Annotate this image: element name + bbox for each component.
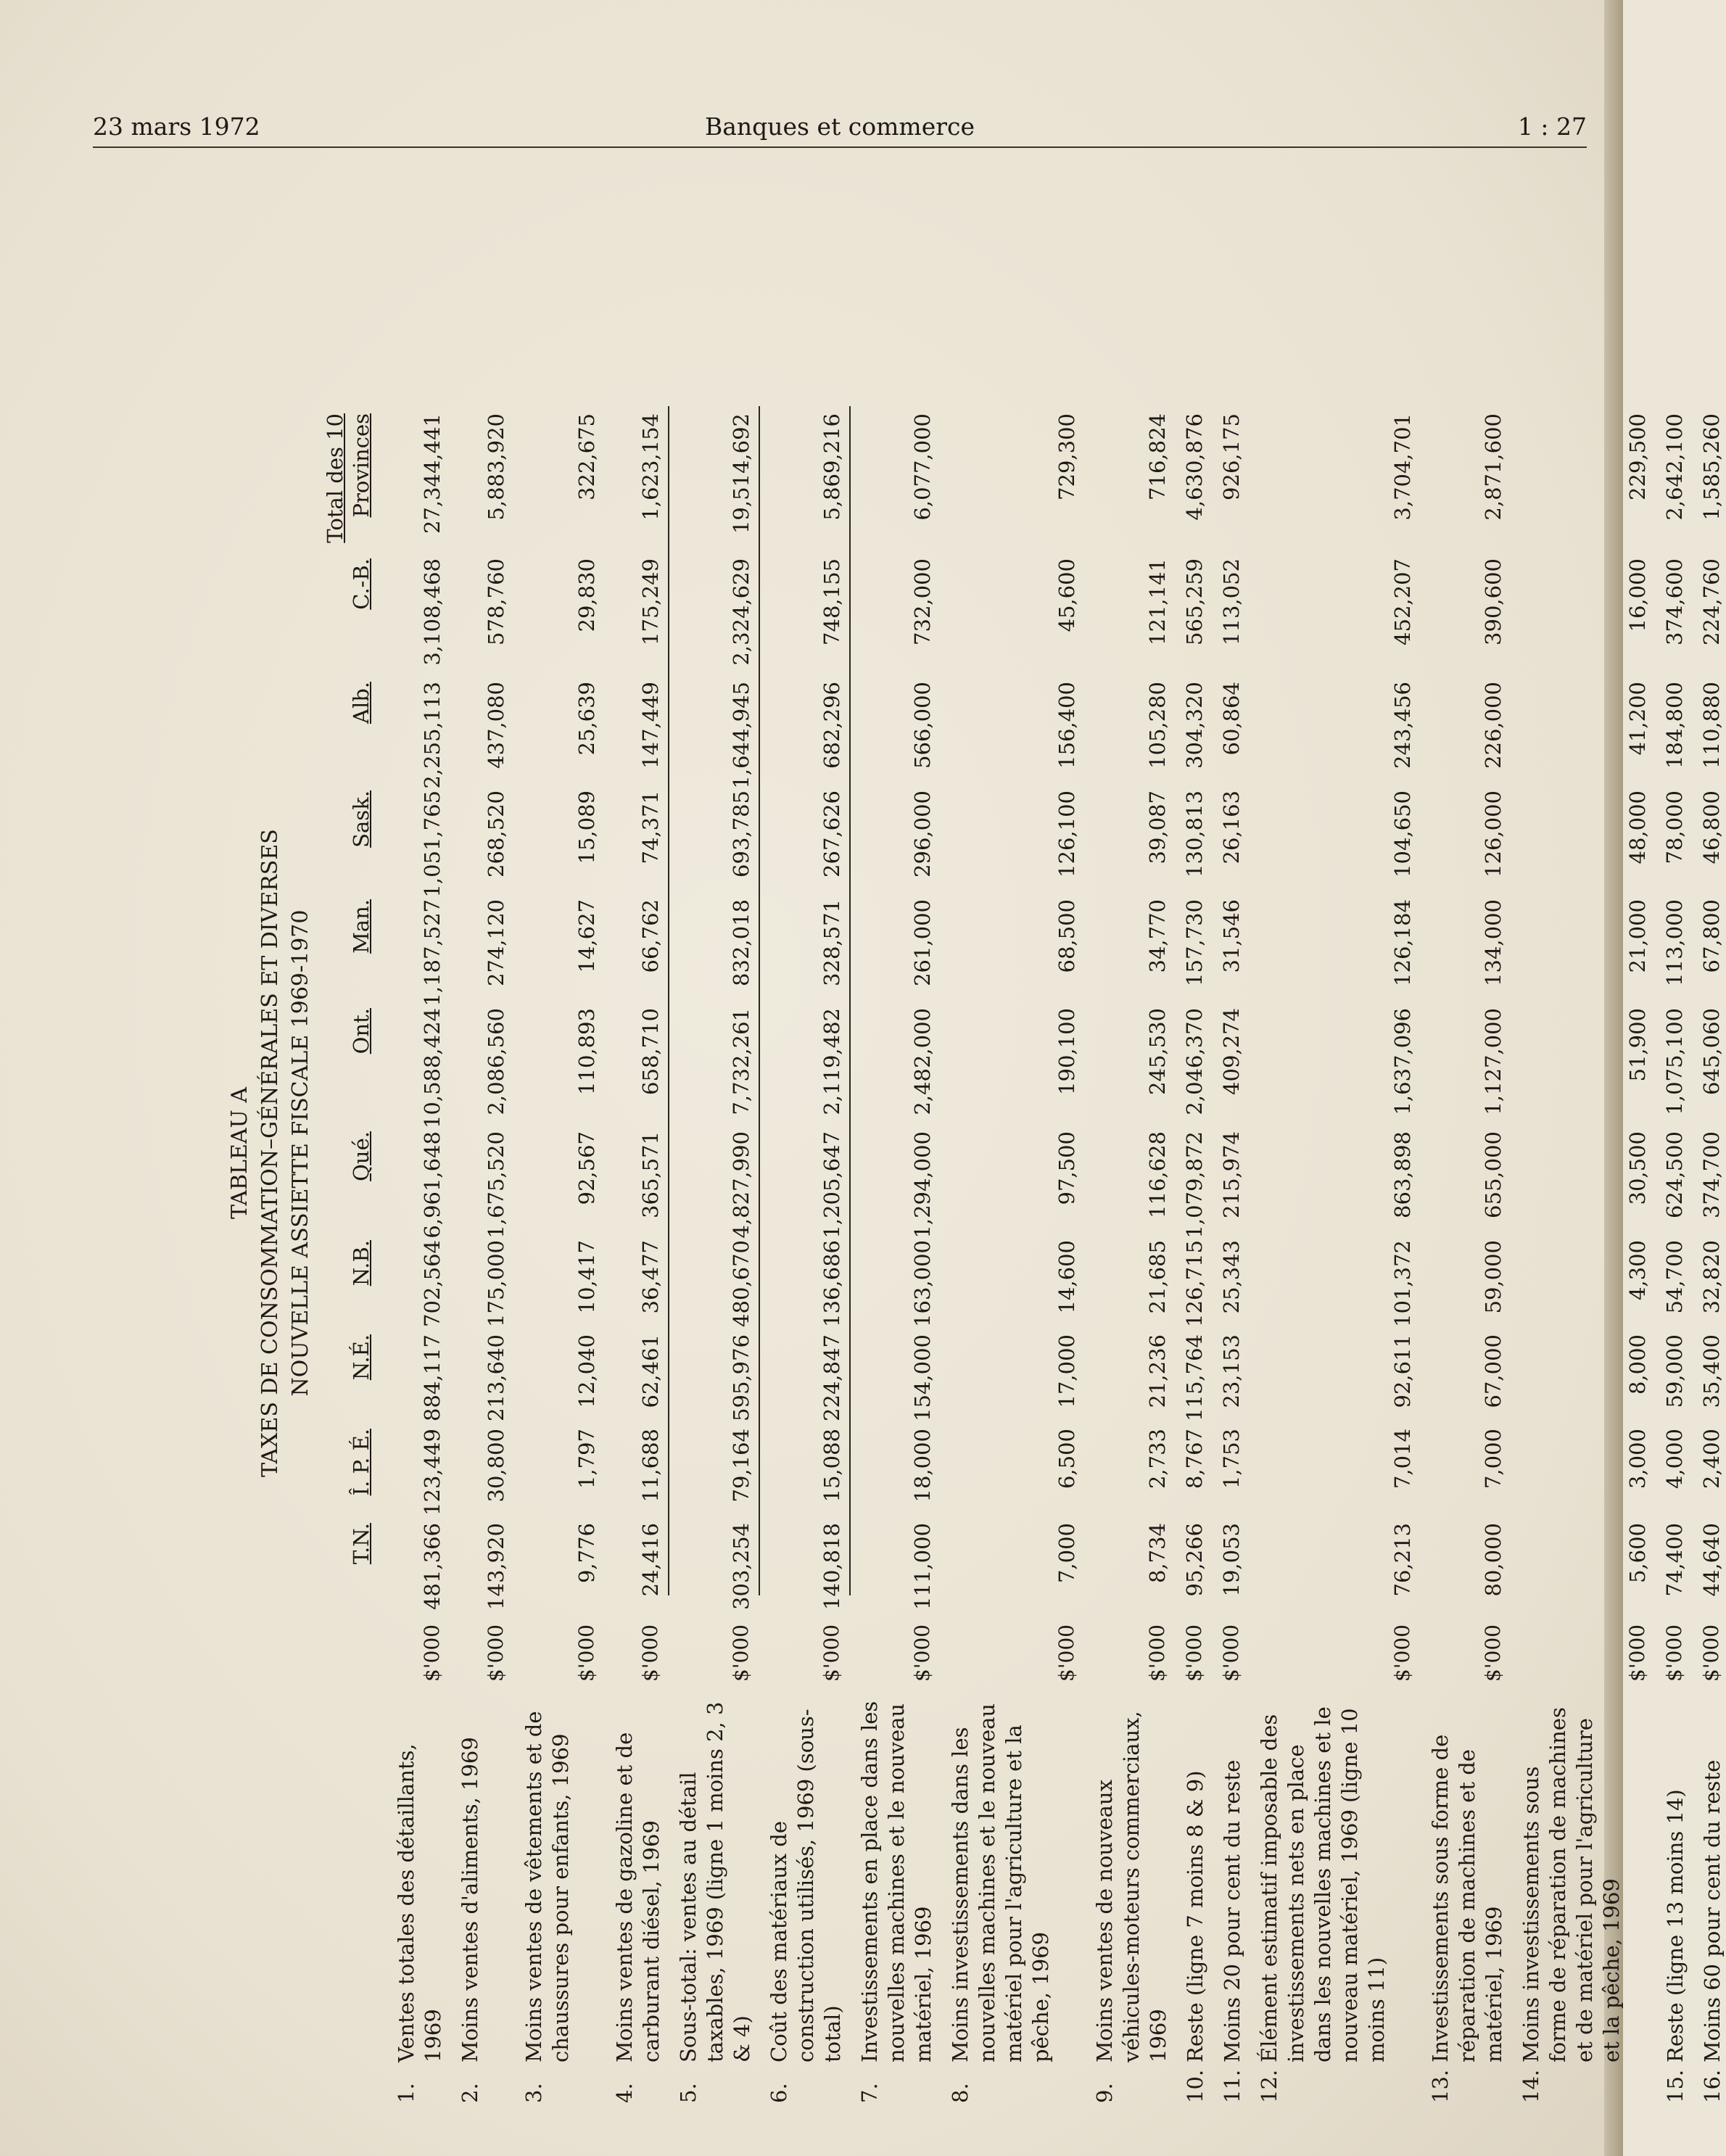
table-cell: 2,119,482 xyxy=(819,1008,844,1115)
table-cell: 7,014 xyxy=(1390,1429,1415,1490)
running-header xyxy=(93,110,1587,148)
table-cell: 7,000 xyxy=(1481,1429,1506,1490)
table-cell: 26,163 xyxy=(1219,790,1244,864)
row-unit: $'000 xyxy=(484,1624,508,1682)
table-cell: 1,127,000 xyxy=(1481,1008,1506,1115)
row-label xyxy=(1256,1697,1390,2103)
row-number: 15. xyxy=(1663,2069,1688,2103)
row-number: 10. xyxy=(1183,2069,1207,2103)
table-cell: 8,734 xyxy=(1145,1523,1170,1584)
row-label xyxy=(611,1697,665,2103)
table-cell: 14,627 xyxy=(574,899,599,973)
table-titles xyxy=(225,203,316,2103)
row-label-text: Moins ventes de gazoline et de carburant diésel, 1969 xyxy=(612,1732,664,2062)
table-row xyxy=(1662,203,1689,2103)
table-cell: 19,053 xyxy=(1219,1523,1244,1597)
table-cell: 3,000 xyxy=(1625,1429,1650,1490)
table-cell: 21,236 xyxy=(1145,1334,1170,1408)
row-unit: $'000 xyxy=(1219,1624,1243,1682)
row-label xyxy=(1427,1697,1508,2103)
row-label xyxy=(1699,1697,1726,2103)
table-rule xyxy=(668,406,669,1595)
table-cell: 322,675 xyxy=(574,413,599,500)
table-cell: 54,700 xyxy=(1662,1240,1687,1314)
table-cell: 18,000 xyxy=(910,1429,935,1503)
row-label xyxy=(1219,1697,1246,2103)
table-cell: 566,000 xyxy=(910,682,935,769)
table-cell: 2,733 xyxy=(1145,1429,1170,1490)
table-cell: 4,827,990 xyxy=(729,1131,753,1239)
table-cell: 481,366 xyxy=(420,1523,445,1610)
table-cell: 4,000 xyxy=(1662,1429,1687,1490)
table-cell: 21,000 xyxy=(1625,899,1650,973)
row-number: 8. xyxy=(948,2083,973,2103)
table-cell: 147,449 xyxy=(638,682,663,769)
table-cell: 156,400 xyxy=(1054,682,1079,769)
table-cell: 10,588,424 xyxy=(420,1008,445,1129)
table-cell: 163,000 xyxy=(910,1240,935,1327)
table-cell: 2,046,370 xyxy=(1182,1008,1207,1115)
table-cell: 224,847 xyxy=(819,1334,844,1421)
table-cell: 296,000 xyxy=(910,790,935,877)
table-cell: 926,175 xyxy=(1219,413,1244,500)
row-unit: $'000 xyxy=(1662,1624,1686,1682)
row-unit: $'000 xyxy=(1182,1624,1206,1682)
table-cell: 693,785 xyxy=(729,790,753,877)
row-number: 9. xyxy=(1092,2083,1117,2103)
table-cell: 702,564 xyxy=(420,1240,445,1327)
table-cell: 5,869,216 xyxy=(819,413,844,521)
table-cell: 14,600 xyxy=(1054,1240,1079,1314)
row-label xyxy=(1091,1697,1172,2103)
row-label xyxy=(675,1697,756,2103)
row-number: 13. xyxy=(1428,2069,1453,2103)
column-header: Alb. xyxy=(349,682,373,724)
table-cell: 44,640 xyxy=(1699,1523,1724,1597)
table-cell: 45,600 xyxy=(1054,558,1079,632)
table-cell: 11,688 xyxy=(638,1429,663,1503)
table-cell: 1,637,096 xyxy=(1390,1008,1415,1115)
table-cell: 1,623,154 xyxy=(638,413,663,521)
table-row xyxy=(1699,203,1726,2103)
row-unit: $'000 xyxy=(1145,1624,1169,1682)
table-cell: 4,300 xyxy=(1625,1240,1650,1301)
row-unit: $'000 xyxy=(638,1624,662,1682)
row-number: 3. xyxy=(521,2083,546,2103)
row-number: 11. xyxy=(1220,2069,1244,2103)
row-number: 7. xyxy=(857,2083,882,2103)
table-cell: 113,000 xyxy=(1662,899,1687,986)
table-cell: 303,254 xyxy=(729,1523,753,1610)
table-cell: 76,213 xyxy=(1390,1523,1415,1597)
table-cell: 215,974 xyxy=(1219,1131,1244,1218)
table-cell: 12,040 xyxy=(574,1334,599,1408)
table-cell: 729,300 xyxy=(1054,413,1079,500)
header-page-number: 1 : 27 xyxy=(1517,112,1587,141)
column-header: Î. P. É. xyxy=(349,1429,373,1496)
column-header: C.-B. xyxy=(349,558,373,610)
row-unit: $'000 xyxy=(910,1624,934,1682)
row-unit: $'000 xyxy=(1625,1624,1649,1682)
table-cell: 79,164 xyxy=(729,1429,753,1503)
table-cell: 29,830 xyxy=(574,558,599,632)
table-row xyxy=(1427,203,1508,2103)
table-cell: 624,500 xyxy=(1662,1131,1687,1218)
table-cell: 39,087 xyxy=(1145,790,1170,864)
table-cell: 17,000 xyxy=(1054,1334,1079,1408)
table-cell: 67,800 xyxy=(1699,899,1724,973)
row-label xyxy=(766,1697,846,2103)
table-cell: 229,500 xyxy=(1625,413,1650,500)
table-row xyxy=(856,203,937,2103)
table-cell: 374,700 xyxy=(1699,1131,1724,1218)
table-cell: 25,639 xyxy=(574,682,599,756)
row-number: 16. xyxy=(1700,2069,1725,2103)
column-header: Total des 10 Provinces xyxy=(323,413,373,543)
table-cell: 863,898 xyxy=(1390,1131,1415,1218)
table-cell: 658,710 xyxy=(638,1008,663,1095)
table-cell: 365,571 xyxy=(638,1131,663,1218)
table-cell: 60,864 xyxy=(1219,682,1244,756)
table-cell: 126,715 xyxy=(1182,1240,1207,1327)
table-cell: 116,628 xyxy=(1145,1131,1170,1218)
table-cell: 123,449 xyxy=(420,1429,445,1516)
table-cell: 452,207 xyxy=(1390,558,1415,645)
table-cell: 157,730 xyxy=(1182,899,1207,986)
table-cell: 134,000 xyxy=(1481,899,1506,986)
row-label-text: Investissements en place dans les nouvelles machines et le nouveau matériel, 1969 xyxy=(857,1701,936,2062)
table-cell: 243,456 xyxy=(1390,682,1415,769)
table-cell: 136,686 xyxy=(819,1240,844,1327)
table-title-1: TAXES DE CONSOMMATION–GÉNÉRALES ET DIVERSES xyxy=(257,829,283,1477)
table-cell: 15,088 xyxy=(819,1429,844,1503)
row-label-text: Moins ventes d'aliments, 1969 xyxy=(458,1737,482,2062)
table-cell: 732,000 xyxy=(910,558,935,645)
table-cell: 67,000 xyxy=(1481,1334,1506,1408)
table-cell: 140,818 xyxy=(819,1523,844,1610)
table-cell: 92,567 xyxy=(574,1131,599,1205)
row-unit: $'000 xyxy=(1481,1624,1505,1682)
table-cell: 6,961,648 xyxy=(420,1131,445,1239)
table-cell: 74,400 xyxy=(1662,1523,1687,1597)
row-label xyxy=(947,1697,1054,2103)
table-cell: 51,900 xyxy=(1625,1008,1650,1082)
table-cell: 111,000 xyxy=(910,1523,935,1610)
table-cell: 1,753 xyxy=(1219,1429,1244,1490)
table-cell: 578,760 xyxy=(484,558,508,645)
table-cell: 27,344,441 xyxy=(420,413,445,534)
table-row xyxy=(675,203,756,2103)
table-cell: 409,274 xyxy=(1219,1008,1244,1095)
row-label-text: Moins investissements dans les nouvelles machines et le nouveau matériel pour l'agriculture et la pêche, 1969 xyxy=(948,1703,1053,2062)
table-cell: 4,630,876 xyxy=(1182,413,1207,521)
rotated-table xyxy=(225,203,1725,2103)
column-header: T.N. xyxy=(349,1523,373,1565)
row-unit: $'000 xyxy=(1699,1624,1723,1682)
table-title-2: NOUVELLE ASSIETTE FISCALE 1969-1970 xyxy=(288,909,313,1397)
row-label-text: Reste (ligne 13 moins 14) xyxy=(1663,1789,1688,2062)
table-row xyxy=(1182,203,1209,2103)
column-header: Sask. xyxy=(349,790,373,848)
table-cell: 3,108,468 xyxy=(420,558,445,666)
row-label-text: Moins 60 pour cent du reste xyxy=(1700,1759,1725,2062)
row-number: 5. xyxy=(676,2083,701,2103)
table-cell: 1,294,000 xyxy=(910,1131,935,1239)
table-cell: 175,249 xyxy=(638,558,663,645)
table-cell: 6,500 xyxy=(1054,1429,1079,1490)
table-cell: 48,000 xyxy=(1625,790,1650,864)
table-cell: 80,000 xyxy=(1481,1523,1506,1597)
table-cell: 74,371 xyxy=(638,790,663,864)
table-cell: 30,800 xyxy=(484,1429,508,1503)
table-cell: 23,153 xyxy=(1219,1334,1244,1408)
table-cell: 2,086,560 xyxy=(484,1008,508,1115)
table-cell: 190,100 xyxy=(1054,1008,1079,1095)
table-cell: 1,187,527 xyxy=(420,899,445,1007)
row-number: 6. xyxy=(767,2083,791,2103)
table-label: TABLEAU A xyxy=(227,1086,252,1220)
table-cell: 31,546 xyxy=(1219,899,1244,973)
table-cell: 595,976 xyxy=(729,1334,753,1421)
row-label xyxy=(1662,1697,1689,2103)
row-label-text: Coût des matériaux de construction utilisés, 1969 (sous-total) xyxy=(767,1709,845,2062)
table-row xyxy=(1518,203,1652,2103)
table-cell: 41,200 xyxy=(1625,682,1650,756)
table-cell: 35,400 xyxy=(1699,1334,1724,1408)
table-row xyxy=(947,203,1081,2103)
table-cell: 126,100 xyxy=(1054,790,1079,877)
table-cell: 268,520 xyxy=(484,790,508,877)
table-cell: 95,266 xyxy=(1182,1523,1207,1597)
row-number: 4. xyxy=(612,2083,637,2103)
table-cell: 24,416 xyxy=(638,1523,663,1597)
table-cell: 121,141 xyxy=(1145,558,1170,645)
table-cell: 184,800 xyxy=(1662,682,1687,769)
table-cell: 2,871,600 xyxy=(1481,413,1506,521)
table-cell: 34,770 xyxy=(1145,899,1170,973)
table-cell: 110,880 xyxy=(1699,682,1724,769)
table-cell: 2,255,113 xyxy=(420,682,445,789)
row-label xyxy=(457,1697,484,2103)
table-cell: 1,075,100 xyxy=(1662,1008,1687,1115)
table-cell: 16,000 xyxy=(1625,558,1650,632)
table-cell: 92,611 xyxy=(1390,1334,1415,1408)
table-cell: 105,280 xyxy=(1145,682,1170,769)
column-header: N.B. xyxy=(349,1240,373,1286)
row-label xyxy=(521,1697,574,2103)
table-row xyxy=(521,203,601,2103)
row-number: 12. xyxy=(1257,2069,1281,2103)
table-cell: 226,000 xyxy=(1481,682,1506,769)
header-date: 23 mars 1972 xyxy=(93,112,260,141)
table-cell: 25,343 xyxy=(1219,1240,1244,1314)
row-label-text: Moins 20 pour cent du reste xyxy=(1220,1759,1244,2062)
table-cell: 104,650 xyxy=(1390,790,1415,877)
row-label xyxy=(856,1697,937,2103)
table-cell: 2,642,100 xyxy=(1662,413,1687,521)
table-row xyxy=(1091,203,1172,2103)
table-cell: 480,670 xyxy=(729,1240,753,1327)
row-label xyxy=(1518,1697,1625,2103)
table-cell: 5,600 xyxy=(1625,1523,1650,1584)
table-cell: 143,920 xyxy=(484,1523,508,1610)
table-cell: 1,205,647 xyxy=(819,1131,844,1239)
table-row xyxy=(457,203,511,2103)
table-cell: 126,000 xyxy=(1481,790,1506,877)
table-cell: 328,571 xyxy=(819,899,844,986)
row-label-text: Moins ventes de nouveaux véhicules-moteurs commerciaux, 1969 xyxy=(1092,1711,1170,2062)
column-header: Ont. xyxy=(349,1008,373,1054)
table-cell: 2,482,000 xyxy=(910,1008,935,1115)
row-label-text: Sous-total: ventes au détail taxables, 1969 (ligne 1 moins 2, 3 & 4) xyxy=(676,1701,754,2062)
table-cell: 8,767 xyxy=(1182,1429,1207,1490)
table-cell: 7,732,261 xyxy=(729,1008,753,1115)
table-cell: 97,500 xyxy=(1054,1131,1079,1205)
table-cell: 374,600 xyxy=(1662,558,1687,645)
table-cell: 832,018 xyxy=(729,899,753,986)
column-header: N.É. xyxy=(349,1334,373,1381)
row-unit: $'000 xyxy=(420,1624,444,1682)
table-cell: 66,762 xyxy=(638,899,663,973)
table-cell: 2,324,629 xyxy=(729,558,753,666)
row-label-text: Moins ventes de vêtements et de chaussures pour enfants, 1969 xyxy=(521,1711,573,2062)
table-cell: 8,000 xyxy=(1625,1334,1650,1395)
table-cell: 304,320 xyxy=(1182,682,1207,769)
table-row xyxy=(611,203,665,2103)
table-cell: 110,893 xyxy=(574,1008,599,1095)
table-cell: 682,296 xyxy=(819,682,844,769)
table-cell: 113,052 xyxy=(1219,558,1244,645)
table-cell: 6,077,000 xyxy=(910,413,935,521)
table-cell: 655,000 xyxy=(1481,1131,1506,1218)
row-unit: $'000 xyxy=(819,1624,843,1682)
table-cell: 10,417 xyxy=(574,1240,599,1314)
table-row xyxy=(393,203,447,2103)
table-cell: 2,400 xyxy=(1699,1429,1724,1490)
table-cell: 32,820 xyxy=(1699,1240,1724,1314)
table-cell: 30,500 xyxy=(1625,1131,1650,1205)
table-cell: 1,675,520 xyxy=(484,1131,508,1239)
table-cell: 1,051,765 xyxy=(420,790,445,898)
table-cell: 716,824 xyxy=(1145,413,1170,500)
table-cell: 36,477 xyxy=(638,1240,663,1314)
row-number: 1. xyxy=(394,2083,418,2103)
row-unit: $'000 xyxy=(729,1624,753,1682)
table-cell: 68,500 xyxy=(1054,899,1079,973)
table-cell: 267,626 xyxy=(819,790,844,877)
table-cell: 15,089 xyxy=(574,790,599,864)
row-label-text: Ventes totales des détaillants, 1969 xyxy=(394,1743,445,2062)
table-cell: 175,000 xyxy=(484,1240,508,1327)
table-cell: 748,155 xyxy=(819,558,844,645)
table-cell: 1,644,945 xyxy=(729,682,753,789)
header-title: Banques et commerce xyxy=(704,112,975,141)
table-cell: 21,685 xyxy=(1145,1240,1170,1314)
table-cell: 437,080 xyxy=(484,682,508,769)
row-label-text: Moins investissements sous forme de réparation de machines et de matériel pour l'agriculture et la pêche, 1969 xyxy=(1519,1707,1624,2062)
table-cell: 261,000 xyxy=(910,899,935,986)
table-cell: 3,704,701 xyxy=(1390,413,1415,521)
table-cell: 245,530 xyxy=(1145,1008,1170,1095)
column-header: Qué. xyxy=(349,1131,373,1181)
table-cell: 9,776 xyxy=(574,1523,599,1584)
table-cell: 390,600 xyxy=(1481,558,1506,645)
table-cell: 126,184 xyxy=(1390,899,1415,986)
table-row xyxy=(766,203,846,2103)
table-cell: 59,000 xyxy=(1481,1240,1506,1314)
row-label-text: Reste (ligne 7 moins 8 & 9) xyxy=(1183,1770,1207,2062)
table-cell: 224,760 xyxy=(1699,558,1724,645)
table-cell: 154,000 xyxy=(910,1334,935,1421)
table-cell: 130,813 xyxy=(1182,790,1207,877)
table-cell: 46,800 xyxy=(1699,790,1724,864)
table-cell: 274,120 xyxy=(484,899,508,986)
row-label-text: Investissements sous forme de réparation de machines et de matériel, 1969 xyxy=(1428,1734,1506,2062)
table-cell: 115,764 xyxy=(1182,1334,1207,1421)
row-label xyxy=(1182,1697,1209,2103)
table-cell: 59,000 xyxy=(1662,1334,1687,1408)
table-cell: 884,117 xyxy=(420,1334,445,1421)
column-header: Man. xyxy=(349,899,373,954)
table-cell: 213,640 xyxy=(484,1334,508,1421)
row-label xyxy=(393,1697,447,2103)
row-unit: $'000 xyxy=(1390,1624,1414,1682)
table-cell: 1,585,260 xyxy=(1699,413,1724,521)
table-cell: 7,000 xyxy=(1054,1523,1079,1584)
table-cell: 1,079,872 xyxy=(1182,1131,1207,1239)
table-cell: 645,060 xyxy=(1699,1008,1724,1095)
row-unit: $'000 xyxy=(1054,1624,1078,1682)
table-cell: 62,461 xyxy=(638,1334,663,1408)
table-cell: 19,514,692 xyxy=(729,413,753,534)
table-cell: 1,797 xyxy=(574,1429,599,1490)
table-cell: 78,000 xyxy=(1662,790,1687,864)
table-cell: 5,883,920 xyxy=(484,413,508,521)
table-cell: 101,372 xyxy=(1390,1240,1415,1327)
row-number: 14. xyxy=(1519,2069,1543,2103)
row-number: 2. xyxy=(458,2083,482,2103)
row-label-text: Élément estimatif imposable des investissements nets en place dans les nouvelles machines et le nouveau matériel, 1969 (ligne 10 moins 11) xyxy=(1257,1706,1389,2062)
table-cell: 565,259 xyxy=(1182,558,1207,645)
table-rule xyxy=(759,406,760,1595)
table-row xyxy=(1219,203,1246,2103)
table-rule xyxy=(849,406,851,1595)
table-row xyxy=(1256,203,1417,2103)
row-unit: $'000 xyxy=(574,1624,598,1682)
